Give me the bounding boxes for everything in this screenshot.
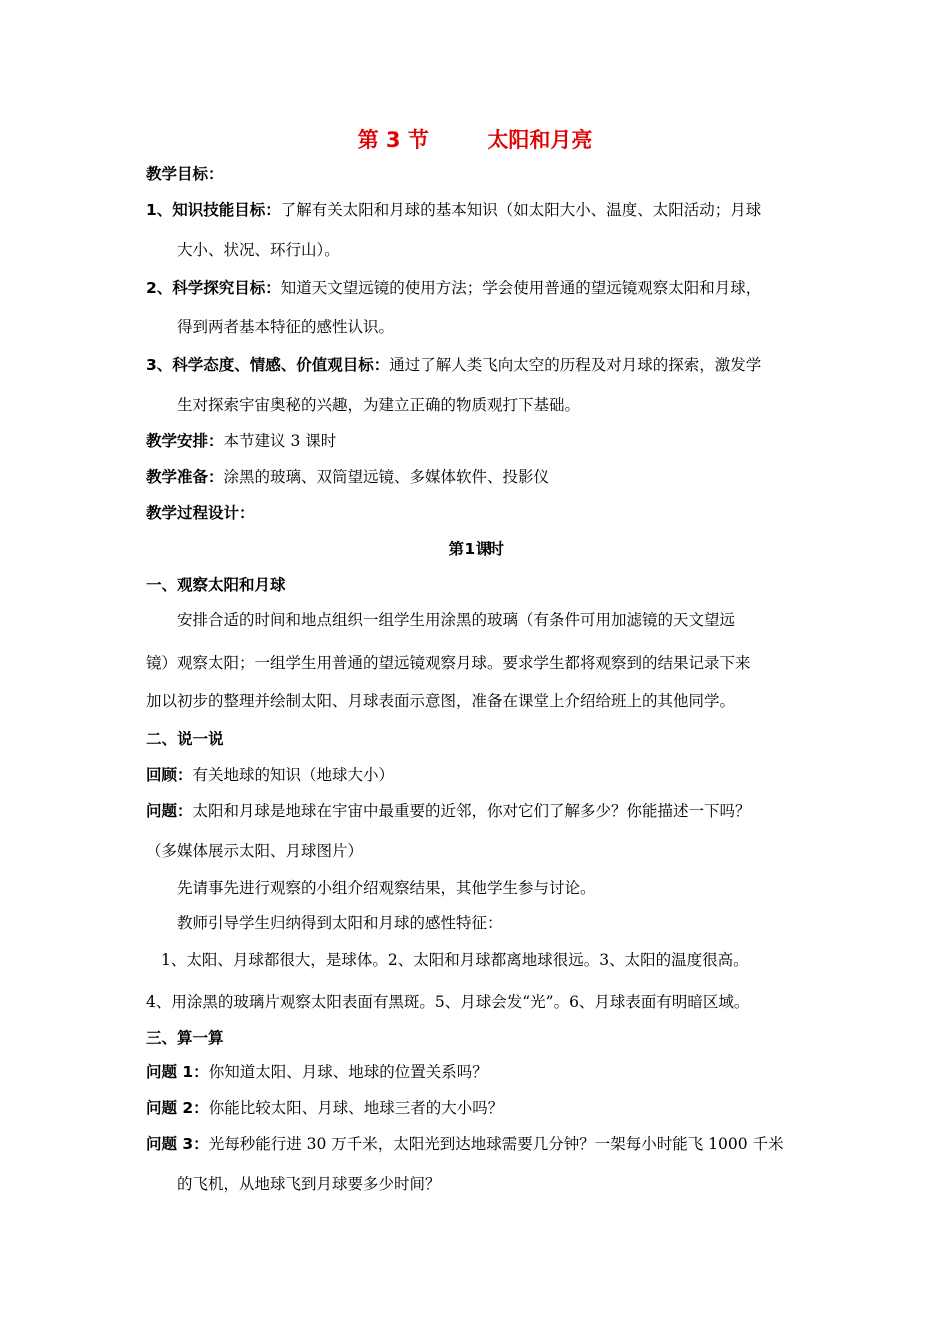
teaching-preparation	[146, 467, 549, 487]
section-1-heading: 一、观察太阳和月球	[146, 576, 286, 594]
question-2-text: 你能比较太阳、月球、地球三者的大小吗？	[208, 1099, 504, 1117]
objective-2-label: 2、科学探究目标：	[146, 279, 281, 297]
section-1-paragraph-line: 加以初步的整理并绘制太阳、月球表面示意图，准备在课堂上介绍给班上的其他同学。	[146, 692, 736, 710]
objective-1-text: 了解有关太阳和月球的基本知识（如太阳大小、温度、太阳活动；月球	[280, 201, 762, 219]
preparation-text: 涂黑的玻璃、双筒望远镜、多媒体软件、投影仪	[223, 468, 550, 486]
objectives-heading: 教学目标：	[146, 165, 224, 183]
question-1-line	[146, 1062, 488, 1082]
section-2-paragraph-line: 先请事先进行观察的小组介绍观察结果，其他学生参与讨论。	[177, 879, 596, 897]
section-1-paragraph-line: 安排合适的时间和地点组织一组学生用涂黑的玻璃（有条件可用加滤镜的天文望远	[177, 611, 736, 629]
objective-2	[146, 278, 761, 298]
section-1-paragraph-line: 镜）观察太阳；一组学生用普通的望远镜观察月球。要求学生都将观察到的结果记录下来	[146, 654, 751, 672]
section-3-heading: 三、算一算	[146, 1029, 224, 1047]
review-text: 有关地球的知识（地球大小）	[192, 766, 395, 784]
objective-1-label: 1、知识技能目标：	[146, 201, 281, 219]
page-title: 第 3 节 太阳和月亮	[357, 128, 593, 152]
lesson-heading: 第 1 课时	[448, 540, 502, 558]
objective-3-continued: 生对探索宇宙奥秘的兴趣，为建立正确的物质观打下基础。	[177, 396, 581, 414]
teaching-arrangement	[146, 431, 336, 451]
question-3-label: 问题 3：	[146, 1135, 209, 1153]
question-label: 问题：	[146, 802, 193, 820]
objective-3	[146, 355, 761, 375]
question-3-line	[146, 1134, 784, 1154]
question-1-label: 问题 1：	[146, 1063, 209, 1081]
review-line	[146, 765, 394, 785]
question-2-label: 问题 2：	[146, 1099, 209, 1117]
arrangement-text: 本节建议 3 课时	[223, 432, 337, 450]
objective-1	[146, 200, 761, 220]
preparation-label: 教学准备：	[146, 468, 224, 486]
objective-1-continued: 大小、状况、环行山）。	[177, 241, 340, 259]
question-2-line	[146, 1098, 503, 1118]
question-3-continued: 的飞机，从地球飞到月球要多少时间？	[177, 1175, 441, 1193]
multimedia-note: （多媒体展示太阳、月球图片）	[146, 842, 364, 860]
process-heading: 教学过程设计：	[146, 504, 255, 522]
section-2-paragraph-line: 1、太阳、月球都很大，是球体。2、太阳和月球都离地球很远。3、太阳的温度很高。	[161, 951, 749, 969]
question-1-text: 你知道太阳、月球、地球的位置关系吗？	[208, 1063, 488, 1081]
question-text: 太阳和月球是地球在宇宙中最重要的近邻，你对它们了解多少？你能描述一下吗？	[192, 802, 751, 820]
question-line	[146, 801, 751, 821]
section-2-heading: 二、说一说	[146, 730, 224, 748]
arrangement-label: 教学安排：	[146, 432, 224, 450]
review-label: 回顾：	[146, 766, 193, 784]
objective-2-text: 知道天文望远镜的使用方法；学会使用普通的望远镜观察太阳和月球，	[280, 279, 762, 297]
question-3-text: 光每秒能行进 30 万千米，太阳光到达地球需要几分钟？一架每小时能飞 1000 千米	[208, 1135, 784, 1153]
objective-3-text: 通过了解人类飞向太空的历程及对月球的探索，激发学	[389, 356, 762, 374]
section-2-paragraph-line: 4、用涂黑的玻璃片观察太阳表面有黑斑。5、月球会发“光”。6、月球表面有明暗区域。	[146, 993, 750, 1011]
objective-3-label: 3、科学态度、情感、价值观目标：	[146, 356, 390, 374]
section-2-paragraph-line: 教师引导学生归纳得到太阳和月球的感性特征：	[177, 914, 503, 932]
objective-2-continued: 得到两者基本特征的感性认识。	[177, 318, 395, 336]
